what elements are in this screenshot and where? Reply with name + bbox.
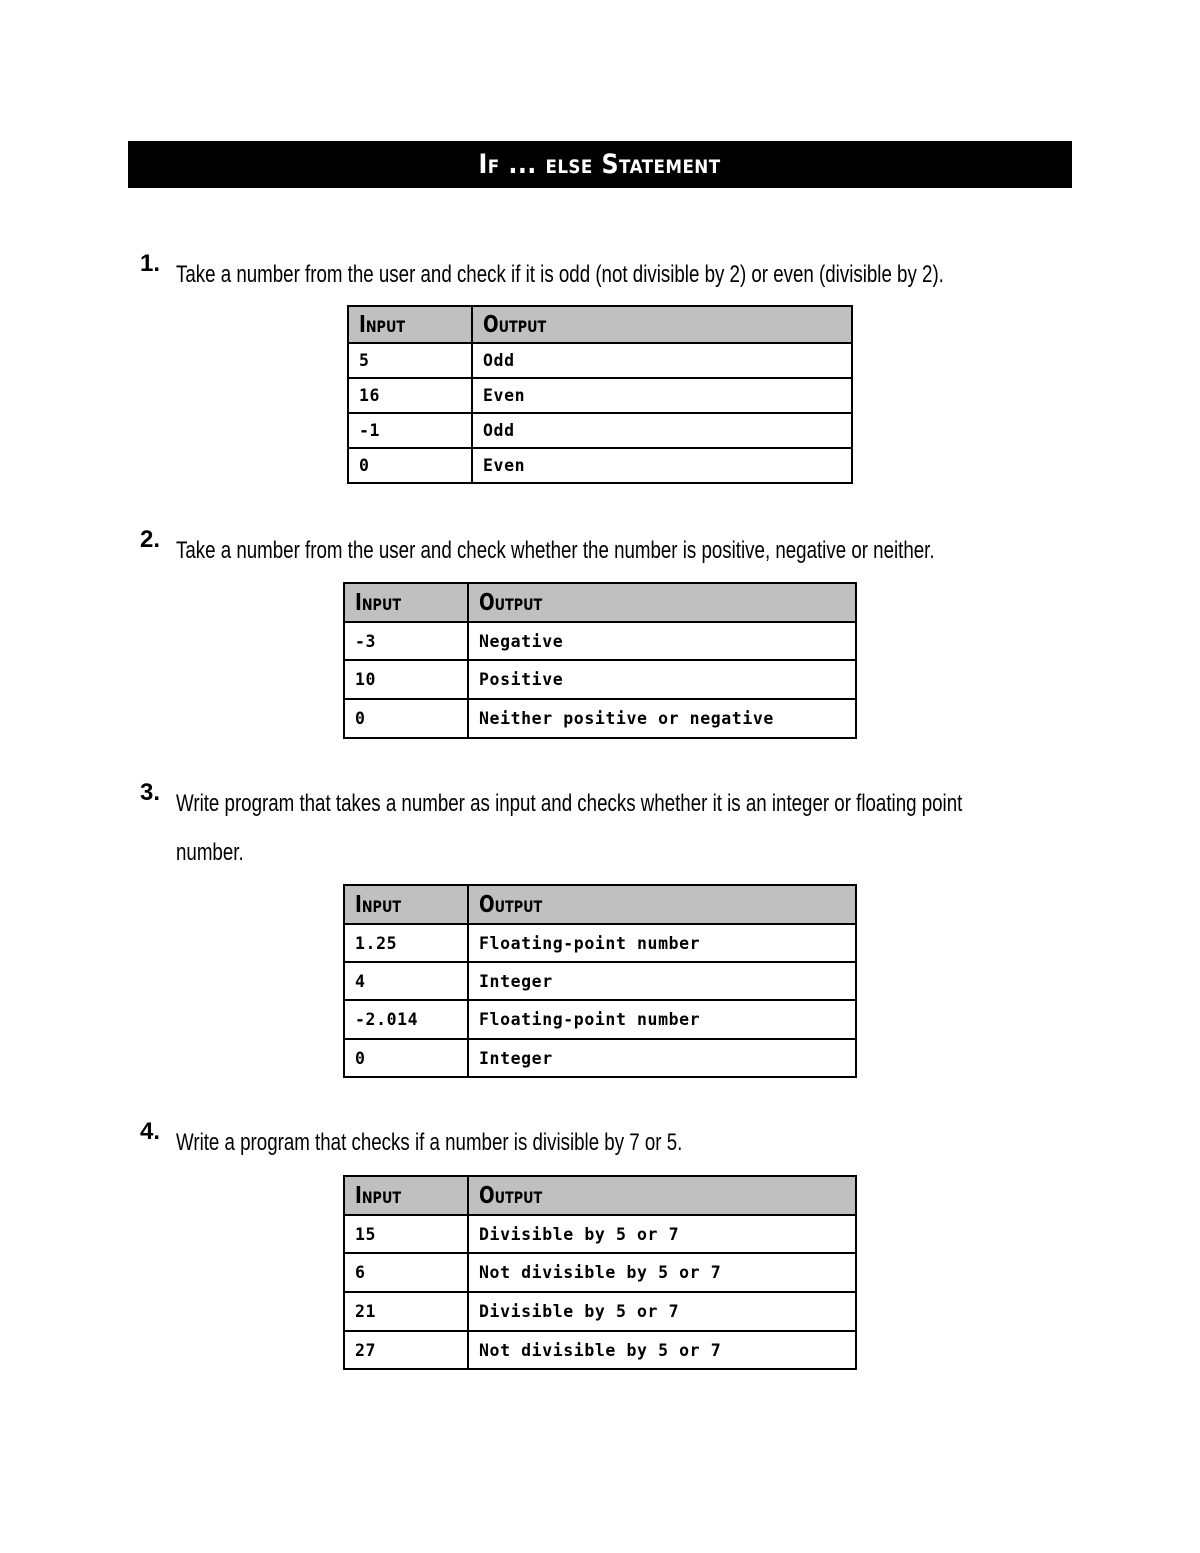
io-table-3 <box>343 884 857 1078</box>
output-cell: Integer <box>468 962 856 1000</box>
input-cell: -3 <box>344 622 468 660</box>
table-row <box>344 1000 856 1039</box>
output-header: Output <box>468 1176 856 1215</box>
input-header: Input <box>344 1176 468 1215</box>
input-cell: -1 <box>348 413 472 448</box>
output-cell: Odd <box>472 343 852 378</box>
question-number: 4. <box>140 1118 161 1145</box>
output-cell: Not divisible by 5 or 7 <box>468 1253 856 1292</box>
table-row <box>348 378 852 413</box>
table-row <box>344 1292 856 1331</box>
output-cell: Divisible by 5 or 7 <box>468 1215 856 1253</box>
table-row <box>344 924 856 962</box>
input-cell: 4 <box>344 962 468 1000</box>
table-row <box>348 413 852 448</box>
table-row <box>344 1039 856 1077</box>
output-cell: Odd <box>472 413 852 448</box>
output-header: Output <box>472 306 852 343</box>
output-cell: Floating-point number <box>468 924 856 962</box>
table-header-row <box>344 1176 856 1215</box>
table-row <box>344 1253 856 1292</box>
input-cell: 6 <box>344 1253 468 1292</box>
input-cell: 16 <box>348 378 472 413</box>
table-row <box>344 699 856 738</box>
table-row <box>348 343 852 378</box>
io-table-1 <box>347 305 853 484</box>
input-cell: 10 <box>344 660 468 699</box>
table-row <box>344 622 856 660</box>
question-text: Take a number from the user and check whether the number is positive, negative or neither. <box>176 537 935 564</box>
input-cell: 21 <box>344 1292 468 1331</box>
input-header: Input <box>348 306 472 343</box>
table-header-row <box>344 583 856 622</box>
page-title-text: If ... else Statement <box>478 149 722 180</box>
output-cell: Floating-point number <box>468 1000 856 1039</box>
input-cell: 27 <box>344 1331 468 1369</box>
output-header: Output <box>468 583 856 622</box>
input-cell: -2.014 <box>344 1000 468 1039</box>
output-cell: Neither positive or negative <box>468 699 856 738</box>
input-cell: 5 <box>348 343 472 378</box>
page-title <box>128 141 1072 188</box>
output-cell: Negative <box>468 622 856 660</box>
question-number: 2. <box>140 526 161 553</box>
output-cell: Not divisible by 5 or 7 <box>468 1331 856 1369</box>
table-row <box>348 448 852 483</box>
table-header-row <box>344 885 856 924</box>
input-header: Input <box>344 885 468 924</box>
io-table-4 <box>343 1175 857 1370</box>
question-text: Take a number from the user and check if it is odd (not divisible by 2) or even (divisible by 2). <box>176 261 944 288</box>
question-text: Write program that takes a number as input and checks whether it is an integer or floating point number. <box>176 790 963 866</box>
output-cell: Integer <box>468 1039 856 1077</box>
output-cell: Divisible by 5 or 7 <box>468 1292 856 1331</box>
table-row <box>344 1215 856 1253</box>
question-number: 1. <box>140 250 161 277</box>
input-cell: 0 <box>344 699 468 738</box>
output-cell: Even <box>472 448 852 483</box>
question-text: Write a program that checks if a number is divisible by 7 or 5. <box>176 1129 683 1156</box>
input-header: Input <box>344 583 468 622</box>
output-cell: Even <box>472 378 852 413</box>
table-row <box>344 962 856 1000</box>
table-row <box>344 660 856 699</box>
output-header: Output <box>468 885 856 924</box>
io-table-2 <box>343 582 857 739</box>
table-row <box>344 1331 856 1369</box>
input-cell: 1.25 <box>344 924 468 962</box>
input-cell: 0 <box>344 1039 468 1077</box>
input-cell: 0 <box>348 448 472 483</box>
question-number: 3. <box>140 779 161 806</box>
table-header-row <box>348 306 852 343</box>
output-cell: Positive <box>468 660 856 699</box>
input-cell: 15 <box>344 1215 468 1253</box>
